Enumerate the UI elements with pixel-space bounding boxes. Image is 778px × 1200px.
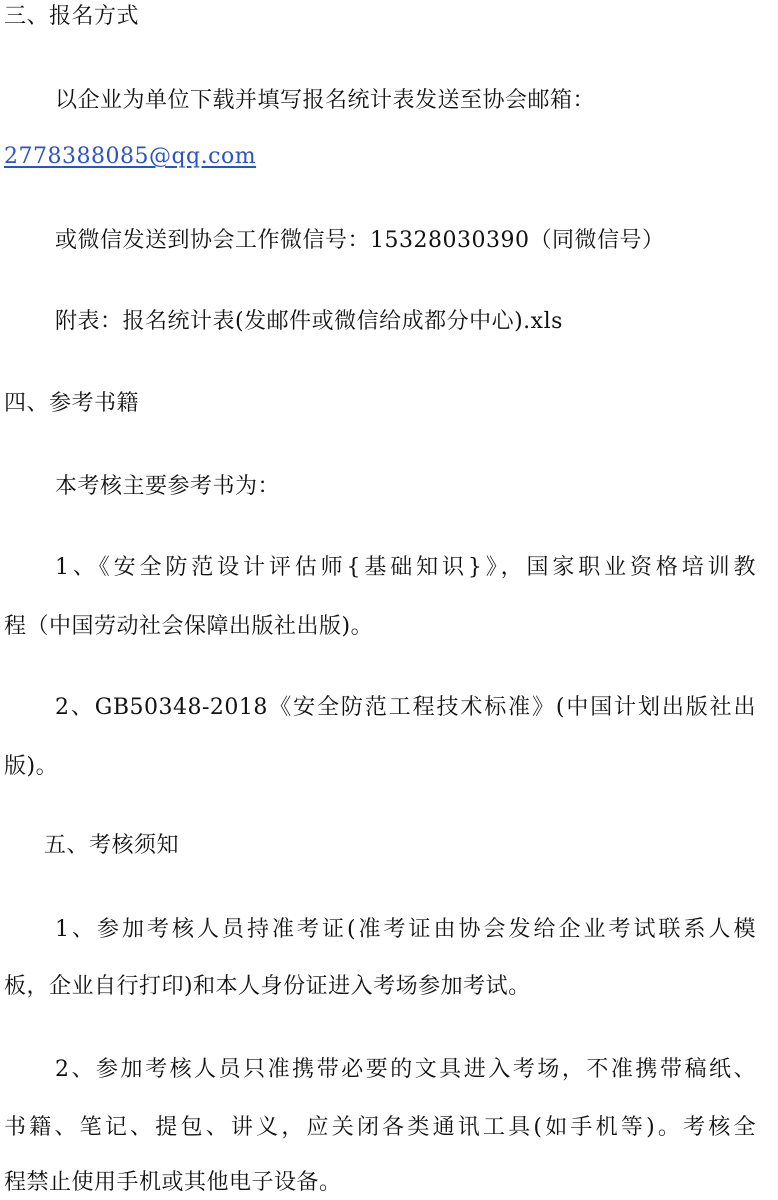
section-5-heading: 五、考核须知: [44, 833, 180, 858]
section-3-paragraph-1: 以企业为单位下载并填写报名统计表发送至协会邮箱：: [55, 88, 596, 113]
notice-1-line-2: 板，企业自行打印)和本人身份证进入考场参加考试。: [4, 974, 531, 999]
book-2-line-1: 2、GB50348-2018《安全防范工程技术标准》(中国计划出版社出: [55, 695, 756, 720]
email-link[interactable]: [4, 140, 256, 174]
book-1-line-2: 程（中国劳动社会保障出版社出版)。: [4, 614, 374, 639]
notice-2-line-1: 2、参加考核人员只准携带必要的文具进入考场，不准携带稿纸、: [55, 1057, 756, 1082]
section-4-heading: 四、参考书籍: [4, 391, 140, 416]
section-3-paragraph-2: 或微信发送到协会工作微信号：15328030390（同微信号）: [55, 228, 665, 253]
section-4-intro: 本考核主要参考书为：: [55, 474, 281, 499]
email-link-text[interactable]: 2778388085@qq.com: [4, 144, 257, 169]
book-1-line-1: 1、《安全防范设计评估师{基础知识}》，国家职业资格培训教: [55, 555, 756, 580]
notice-2-line-2: 书籍、笔记、提包、讲义，应关闭各类通讯工具(如手机等)。考核全: [4, 1115, 756, 1140]
section-3-heading: 三、报名方式: [4, 4, 140, 29]
book-2-line-2: 版)。: [4, 754, 59, 779]
notice-2-line-3: 程禁止使用手机或其他电子设备。: [4, 1170, 342, 1195]
section-3-attachment: 附表：报名统计表(发邮件或微信给成都分中心).xls: [55, 309, 563, 334]
notice-1-line-1: 1、参加考核人员持准考证(准考证由协会发给企业考试联系人模: [55, 917, 756, 942]
